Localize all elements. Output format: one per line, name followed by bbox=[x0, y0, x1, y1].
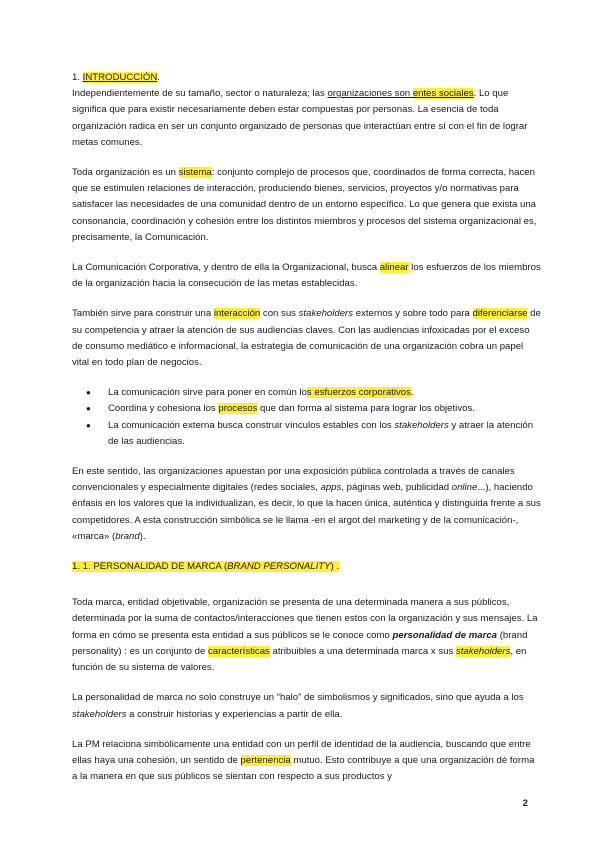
highlighted-text: alinear bbox=[379, 262, 409, 274]
bullet-list bbox=[72, 385, 542, 450]
text-run: También sirve para construir una bbox=[72, 308, 214, 320]
highlighted-text: entes sociales bbox=[412, 88, 474, 100]
page-number: 2 bbox=[522, 798, 528, 809]
italic-text: stakeholders bbox=[72, 708, 127, 720]
subsection-heading bbox=[72, 559, 542, 575]
italic-text: apps bbox=[320, 482, 342, 494]
paragraph-corporate-communication bbox=[72, 260, 542, 292]
paragraph-interaction bbox=[72, 306, 542, 371]
italic-text: online bbox=[451, 482, 478, 494]
heading-italic-text: BRAND PERSONALITY bbox=[227, 561, 331, 573]
paragraph-brand-personality bbox=[72, 595, 542, 676]
text-run: En este sentido, las organizaciones apuestan por una exposición pública controlada a través de canales convencionales y especialmente digitales (redes sociales, bbox=[72, 466, 515, 494]
paragraph-brand bbox=[72, 464, 542, 545]
text-run: ...), haciendo énfasis en los valores que la individualizan, es decir, lo que la hacen única, auténtica y distinguida frente a sus competidores. A esta construcción simbólica se le llama -en el argot del marketing y de la comunicación-, «marca» ( bbox=[72, 482, 541, 542]
highlighted-text: s esfuerzos corporativos bbox=[306, 387, 411, 399]
highlighted-text: procesos bbox=[218, 403, 258, 415]
heading-text: INTRODUCCIÓN bbox=[82, 72, 158, 83]
text-run: externos y sobre todo para bbox=[353, 308, 473, 320]
section-heading bbox=[72, 70, 542, 86]
text-run: Independientemente de su tamaño, sector o naturaleza; las bbox=[72, 88, 328, 100]
heading-text: 1. 1. PERSONALIDAD DE MARCA ( bbox=[72, 561, 228, 573]
text-run: La personalidad de marca no solo construye un “halo” de simbolismos y significados, sino que ayuda a los bbox=[72, 692, 524, 704]
highlighted-text: pertenencia bbox=[240, 754, 291, 766]
bullet-item bbox=[108, 385, 542, 401]
highlighted-text: características bbox=[208, 645, 270, 657]
text-run: La PM relaciona simbólicamente una entidad con un perfil de identidad de la audiencia, buscando que entre ellas haya una cohesión, un sentido de bbox=[72, 738, 531, 766]
text-run: de su competencia y atraer la atención de sus audiencias claves. Con las audiencias infoxicadas por el exceso de consumo mediático e informacional, la estrategia de comunicación de una organización cobra un papel vital en todo plan de negocios. bbox=[72, 308, 541, 369]
text-run: a construir historias y experiencias a partir de ella. bbox=[126, 708, 343, 720]
heading-text: ) . bbox=[330, 561, 340, 573]
text-run: (brand personality) : es un conjunto de bbox=[72, 629, 528, 657]
paragraph-halo bbox=[72, 690, 542, 722]
text-run: La Comunicación Corporativa, y dentro de ella la Organizacional, busca bbox=[72, 262, 380, 274]
text-run: que dan forma al sistema para lograr los objetivos. bbox=[257, 403, 475, 415]
paragraph-pm bbox=[72, 737, 542, 786]
text-run: , en función de su sistema de valores. bbox=[72, 645, 527, 674]
text-run: ). bbox=[139, 530, 146, 542]
italic-text: brand bbox=[115, 530, 140, 542]
bullet-item bbox=[108, 401, 542, 417]
text-run: los esfuerzos de los miembros de la organización hacia la consecución de las metas establecidas. bbox=[72, 262, 541, 290]
paragraph-intro bbox=[72, 86, 542, 151]
text-run: atribuibles a una determinada marca x sus bbox=[269, 645, 456, 657]
text-run: y atraer la atención de las audiencias. bbox=[108, 419, 534, 447]
bullet-item bbox=[108, 418, 542, 450]
text-run: La comunicación externa busca construir vínculos estables con los bbox=[108, 419, 395, 431]
text-run: Coordina y cohesiona los bbox=[108, 403, 219, 415]
heading-number: 1. bbox=[72, 72, 83, 83]
highlighted-text: sistema bbox=[178, 167, 212, 179]
highlighted-text: interacción bbox=[213, 308, 261, 320]
highlighted-text: diferenciarse bbox=[472, 308, 528, 320]
paragraph-system bbox=[72, 165, 542, 246]
text-run: Toda organización es un bbox=[72, 167, 179, 179]
text-run: mutuo. Esto contribuye a que una organización dé forma a la manera en que sus públicos se sientan con respecto a sus productos y bbox=[72, 754, 535, 783]
text-run: Toda marca, entidad objetivable, organización se presenta de una determinada manera a sus públicos, determinada por la suma de contactos/interacciones que tienen estos con la organización y sus mensajes. La forma en cómo se presenta esta entidad a sus públicos se le conoce como bbox=[72, 597, 538, 641]
heading-suffix: . bbox=[157, 72, 160, 83]
text-run: . bbox=[410, 387, 414, 399]
text-run: La comunicación sirve para poner en común lo bbox=[108, 387, 307, 399]
text-run: : conjunto complejo de procesos que, coordinados de forma correcta, hacen que se estimulen relaciones de interacción, produciendo bienes, servicios, proyectos y/o normativas para satisfacer las necesidades de una comunidad dentro de un entorno específico. Lo que genera que exista una consonancia, coordinación y cohesión entre los distintos miembros y procesos del sistema organizacional es, precisamente, la Comunicación. bbox=[72, 167, 537, 243]
bold-italic-text: personalidad de marca bbox=[392, 629, 498, 641]
document-page bbox=[72, 70, 542, 799]
italic-text: stakeholders bbox=[394, 419, 449, 431]
underlined-text: organizaciones son bbox=[327, 88, 413, 100]
text-run: , páginas web, publicidad bbox=[341, 482, 452, 494]
highlighted-italic-text: stakeholders bbox=[455, 645, 511, 657]
italic-text: stakeholders bbox=[298, 308, 354, 320]
text-run: con sus bbox=[260, 308, 299, 320]
text-run: . Lo que significa que para existir necesariamente deben estar compuestas por personas. La esencia de toda organización radica en ser un conjunto organizado de personas que interactúan entre sí con el fin de lograr metas comunes. bbox=[72, 88, 528, 148]
